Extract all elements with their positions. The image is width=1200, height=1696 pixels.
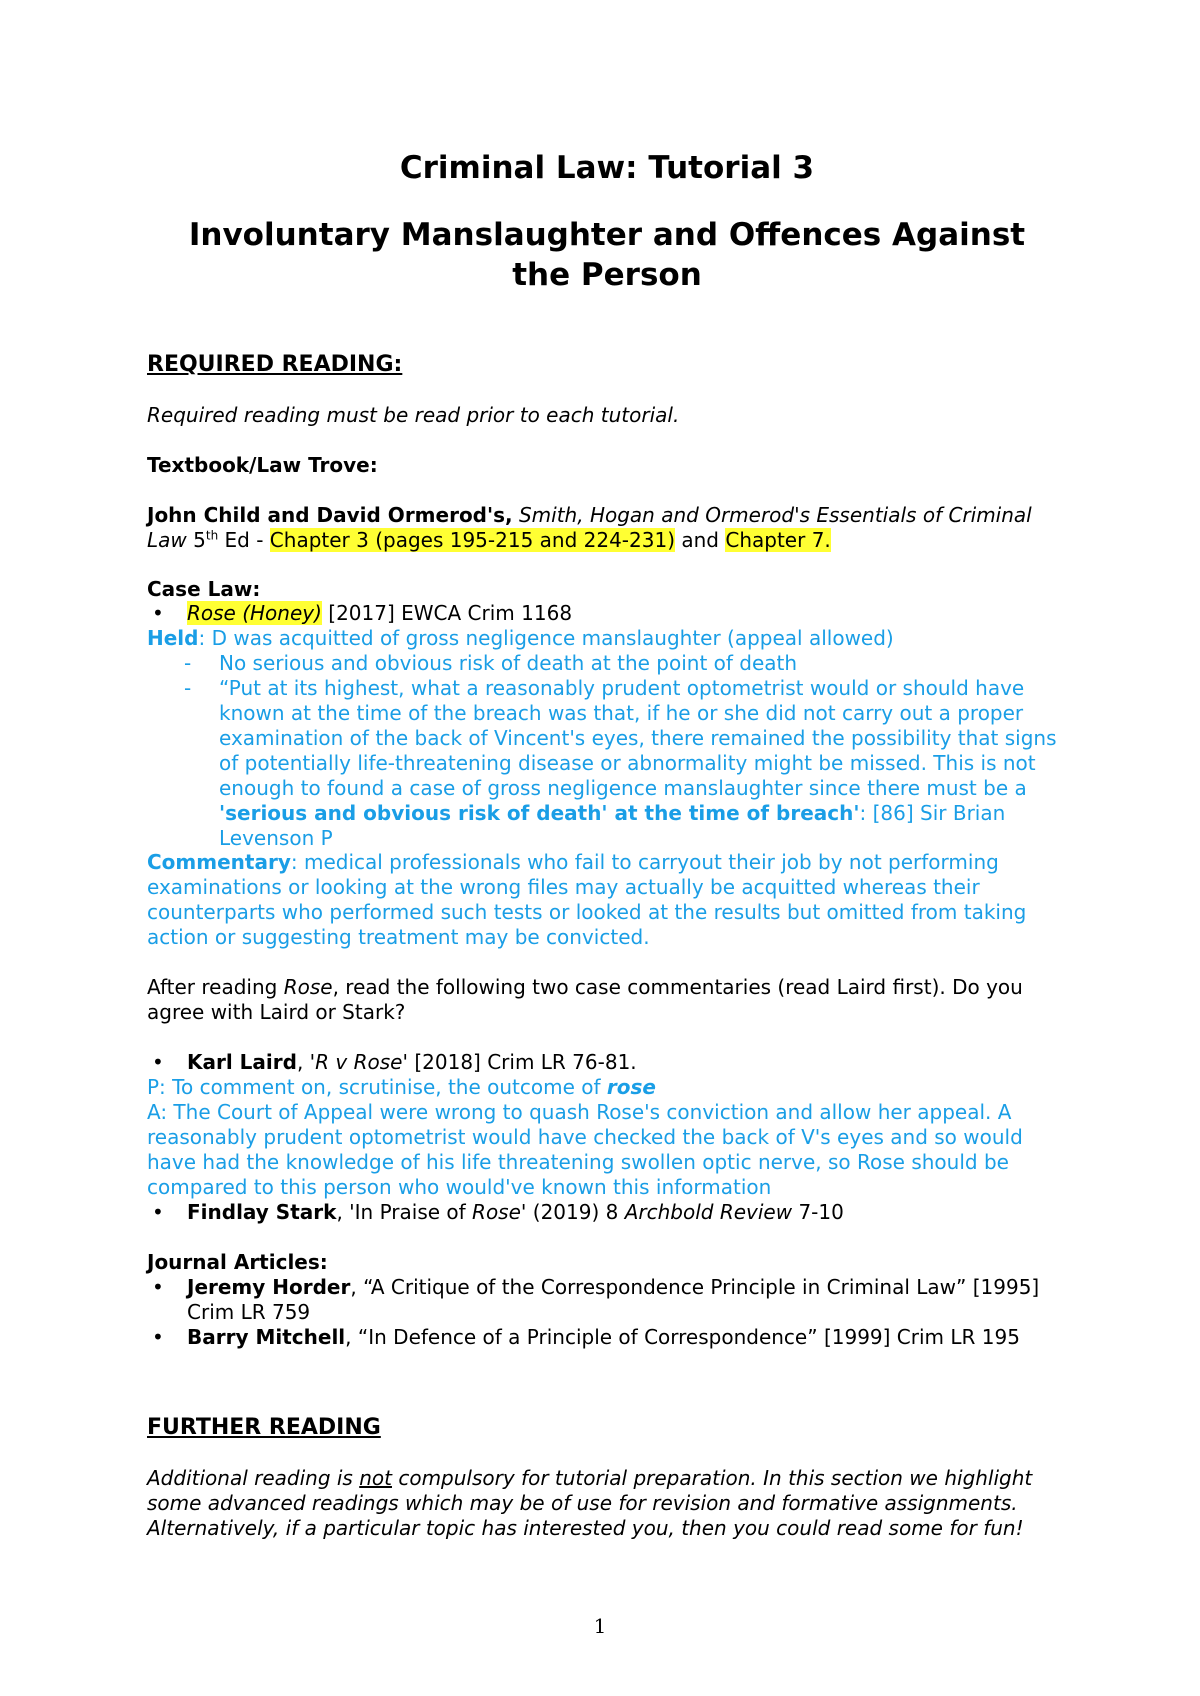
textbook-edition: 5th Ed - xyxy=(193,528,264,552)
bullet-icon: • xyxy=(152,1200,164,1224)
held-line: Held: D was acquitted of gross negligence manslaughter (appeal allowed) xyxy=(147,626,894,650)
further-reading-paragraph: Additional reading is not compulsory for tutorial preparation. In this section we highlight some advanced readings which may be of use for revision and formative assignments. Alternatively, if a particular topic has interested you, then you could read some for fun! xyxy=(147,1466,1033,1540)
bullet-icon: • xyxy=(152,1275,164,1299)
bullet-icon: • xyxy=(152,1050,164,1074)
page-title: Criminal Law: Tutorial 3 xyxy=(399,150,815,186)
case-name: Rose (Honey) xyxy=(187,601,322,625)
textbook-title: Smith, Hogan and Ormerod's Essentials of Criminal Law xyxy=(147,503,1032,552)
further-reading-heading: FURTHER READING xyxy=(147,1415,381,1440)
page-subtitle: Involuntary Manslaughter and Offences Against the Person xyxy=(188,217,1026,293)
case-citation: [2017] EWCA Crim 1168 xyxy=(328,601,573,625)
list-item: • Karl Laird, 'R v Rose' [2018] Crim LR 76-81. xyxy=(152,1050,637,1074)
laird-p-note: P: To comment on, scrutinise, the outcome of rose xyxy=(147,1075,656,1099)
list-item: • Findlay Stark, 'In Praise of Rose' (2019) 8 Archbold Review 7-10 xyxy=(152,1200,844,1224)
commentary: Commentary: medical professionals who fail to carryout their job by not performing examinations or looking at the wrong files may actually be acquitted whereas their counterparts who performed such tests or looked at the results but omitted from taking action or suggesting treatment may be convicted. xyxy=(147,850,1027,949)
list-item: • Barry Mitchell, “In Defence of a Principle of Correspondence” [1999] Crim LR 195 xyxy=(152,1325,1020,1349)
textbook-label: Textbook/Law Trove: xyxy=(147,453,378,477)
chapter-3-highlight: Chapter 3 (pages 195-215 and 224-231) xyxy=(269,528,676,552)
held-point-2: - “Put at its highest, what a reasonably prudent optometrist would or should have known at the time of the breach was that, if he or she did not carry out a proper examination of the back of Vincent's eyes, there remained the possibility that signs of potentially life-threatening disease or abnormality might be missed. This is not enough to found a case of gross negligence manslaughter since there must be a 'serious and obvious risk of death' at the time of breach': [86] Sir Brian Levenson P xyxy=(184,676,1057,850)
required-note: Required reading must be read prior to each tutorial. xyxy=(147,403,680,427)
bullet-icon: • xyxy=(152,1325,164,1349)
laird-author: Karl Laird xyxy=(187,1050,297,1074)
textbook-authors: John Child and David Ormerod's, xyxy=(147,503,513,527)
textbook-reference: John Child and David Ormerod's, Smith, Hogan and Ormerod's Essentials of Criminal Law 5th Ed - Chapter 3 (pages 195-215 and 224-231) and Chapter 7. xyxy=(147,503,1032,552)
required-reading-heading: REQUIRED READING: xyxy=(147,352,403,377)
page-number: 1 xyxy=(593,1614,607,1638)
stark-author: Findlay Stark xyxy=(187,1200,337,1224)
held-point-1: - No serious and obvious risk of death at the point of death xyxy=(184,651,798,675)
bullet-icon: • xyxy=(152,601,164,625)
journal-articles-label: Journal Articles: xyxy=(147,1250,328,1274)
chapter-7-highlight: Chapter 7. xyxy=(725,528,831,552)
after-reading-paragraph: After reading Rose, read the following two case commentaries (read Laird first). Do you agree with Laird or Stark? xyxy=(147,975,1023,1024)
laird-a-note: A: The Court of Appeal were wrong to quash Rose's conviction and allow her appeal. A reasonably prudent optometrist would have checked the back of V's eyes and so would have had the knowledge of his life threatening swollen optic nerve, so Rose should be compared to this person who would've known this information xyxy=(147,1100,1023,1199)
list-item xyxy=(152,601,1057,626)
case-law-label: Case Law: xyxy=(147,577,261,601)
list-item: • Jeremy Horder, “A Critique of the Correspondence Principle in Criminal Law” [1995] Crim LR 759 xyxy=(152,1275,1040,1324)
